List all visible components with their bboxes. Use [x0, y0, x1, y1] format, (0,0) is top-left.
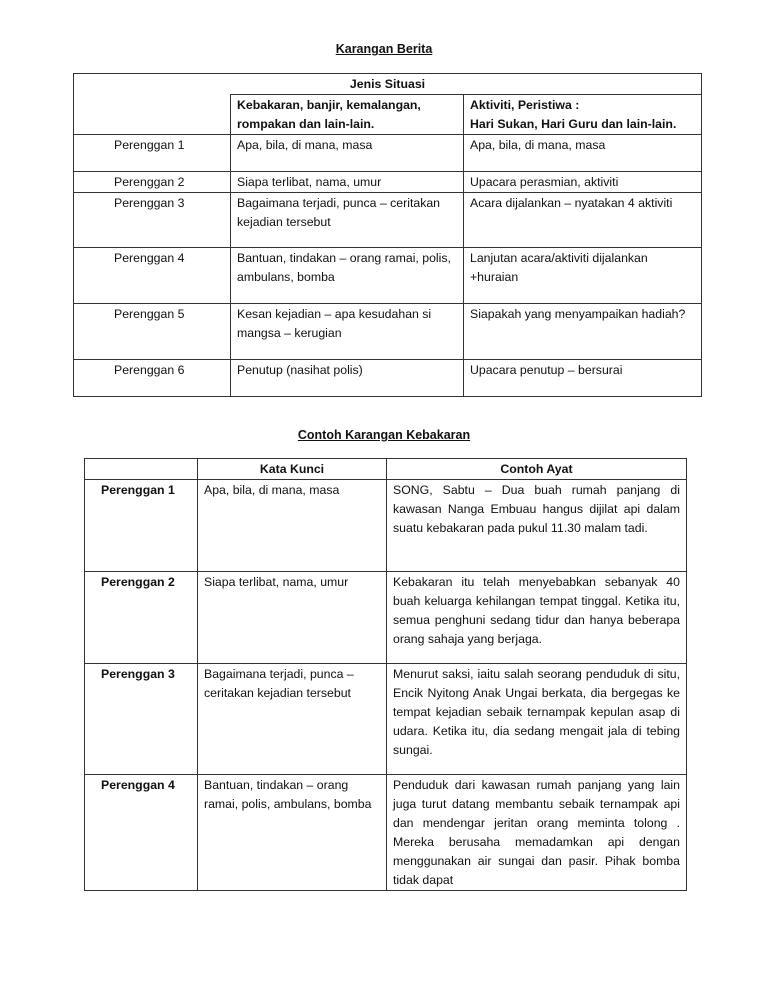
col-a-header: Kebakaran, banjir, kemalangan, rompakan dan lain-lain.: [231, 95, 464, 135]
table-row: [74, 248, 702, 304]
table-row: [74, 135, 702, 172]
col-a-cell: Apa, bila, di mana, masa: [231, 135, 464, 172]
group-header: Jenis Situasi: [74, 74, 702, 95]
col-b-cell: Siapakah yang menyampaikan hadiah?: [464, 304, 702, 360]
contoh-ayat-header: Contoh Ayat: [387, 459, 687, 480]
kata-kunci-header: Kata Kunci: [198, 459, 387, 480]
row-label: Perenggan 1: [74, 135, 231, 172]
col-b-header-line1: Aktiviti, Peristiwa :: [470, 98, 580, 112]
col-a-cell: Bagaimana terjadi, punca – ceritakan kejadian tersebut: [231, 193, 464, 248]
col-b-cell: Upacara penutup – bersurai: [464, 360, 702, 397]
row-label: Perenggan 4: [85, 775, 198, 891]
row-label: Perenggan 3: [85, 664, 198, 775]
col-a-cell: Penutup (nasihat polis): [231, 360, 464, 397]
col-b-cell: Acara dijalankan – nyatakan 4 aktiviti: [464, 193, 702, 248]
col-b-header: [464, 95, 702, 135]
page-title-karangan-berita: Karangan Berita: [335, 42, 433, 56]
row-label: Perenggan 3: [74, 193, 231, 248]
table-row: [85, 664, 687, 775]
col-a-cell: Siapa terlibat, nama, umur: [231, 172, 464, 193]
kata-kunci-cell: Bagaimana terjadi, punca – ceritakan kejadian tersebut: [198, 664, 387, 775]
col-a-cell: Bantuan, tindakan – orang ramai, polis, ambulans, bomba: [231, 248, 464, 304]
table-row: [74, 304, 702, 360]
kata-kunci-cell: Siapa terlibat, nama, umur: [198, 572, 387, 664]
col-b-cell: Upacara perasmian, aktiviti: [464, 172, 702, 193]
kata-kunci-cell: Apa, bila, di mana, masa: [198, 480, 387, 572]
col-b-cell: Apa, bila, di mana, masa: [464, 135, 702, 172]
table-row: [85, 775, 687, 891]
contoh-karangan-table: [84, 458, 687, 891]
col-b-header-line2: Hari Sukan, Hari Guru dan lain-lain.: [470, 117, 677, 131]
table-row: [74, 360, 702, 397]
contoh-ayat-cell: Kebakaran itu telah menyebabkan sebanyak 40 buah keluarga kehilangan tempat tinggal. Ketika itu, semua penghuni sedang tidur dan hanya beberapa orang sahaja yang berjaga.: [387, 572, 687, 664]
section-title-contoh-karangan: Contoh Karangan Kebakaran: [297, 428, 471, 442]
row-label: Perenggan 2: [74, 172, 231, 193]
empty-header-cell: [85, 459, 198, 480]
row-label: Perenggan 4: [74, 248, 231, 304]
karangan-berita-table: [73, 73, 702, 397]
row-label: Perenggan 1: [85, 480, 198, 572]
table-row: [74, 172, 702, 193]
table-row: [85, 572, 687, 664]
row-label: Perenggan 5: [74, 304, 231, 360]
col-b-cell: Lanjutan acara/aktiviti dijalankan +huraian: [464, 248, 702, 304]
empty-header-cell: [74, 95, 231, 135]
table-row: [74, 193, 702, 248]
contoh-ayat-cell: Menurut saksi, iaitu salah seorang penduduk di situ, Encik Nyitong Anak Ungai berkata, dia bergegas ke tempat kejadian sebaik ternampak kepulan asap di udara. Ketika itu, dia sedang mengait jala di tebing sungai.: [387, 664, 687, 775]
col-a-cell: Kesan kejadian – apa kesudahan si mangsa – kerugian: [231, 304, 464, 360]
kata-kunci-cell: Bantuan, tindakan – orang ramai, polis, ambulans, bomba: [198, 775, 387, 891]
row-label: Perenggan 2: [85, 572, 198, 664]
contoh-ayat-cell: Penduduk dari kawasan rumah panjang yang lain juga turut datang membantu sebaik ternampak api dan mendengar jeritan orang meminta tolong . Mereka berusaha memadamkan api dengan menggunakan air sungai dan pasir. Pihak bomba tidak dapat: [387, 775, 687, 891]
row-label: Perenggan 6: [74, 360, 231, 397]
table-row: [85, 480, 687, 572]
contoh-ayat-cell: SONG, Sabtu – Dua buah rumah panjang di kawasan Nanga Embuau hangus dijilat api dalam suatu kebakaran pada pukul 11.30 malam tadi.: [387, 480, 687, 572]
